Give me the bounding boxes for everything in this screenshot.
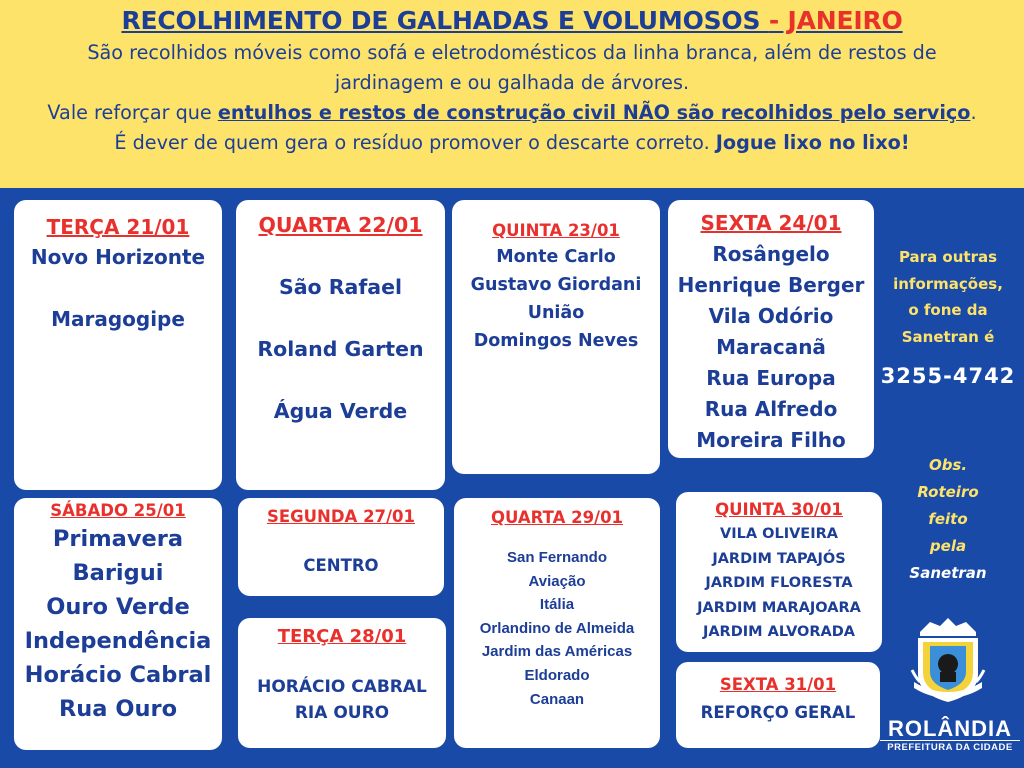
place-item: Jardim das Américas bbox=[481, 643, 633, 661]
place-item: Independência bbox=[24, 628, 212, 654]
place-item: Orlandino de Almeida bbox=[479, 619, 635, 637]
obs-line: Obs. bbox=[928, 456, 968, 474]
title-main: RECOLHIMENTO DE GALHADAS E VOLUMOSOS bbox=[121, 6, 769, 35]
warning-pre: Vale reforçar que bbox=[47, 101, 218, 124]
info-line: Para outras bbox=[898, 248, 998, 266]
place-item: HORÁCIO CABRAL bbox=[257, 677, 427, 697]
info-line: Sanetran é bbox=[901, 327, 995, 346]
place-item: Novo Horizonte bbox=[30, 245, 206, 269]
day-label: TERÇA 28/01 bbox=[277, 626, 407, 647]
place-item: Gustavo Giordani bbox=[470, 275, 642, 295]
place-item: Aviação bbox=[528, 572, 586, 590]
duty-text: É dever de quem gera o resíduo promover o descarte correto. bbox=[114, 131, 716, 154]
contact-info bbox=[878, 244, 1018, 350]
place-item: Rua Alfredo bbox=[704, 397, 838, 421]
slogan: Jogue lixo no lixo! bbox=[715, 131, 910, 154]
place-item: Maragogipe bbox=[51, 307, 185, 331]
description-line-3 bbox=[0, 98, 1024, 128]
place-item: São Rafael bbox=[278, 275, 403, 299]
page-title bbox=[0, 6, 1024, 35]
place-item: VILA OLIVEIRA bbox=[720, 526, 838, 543]
city-subtitle: PREFEITURA DA CIDADE bbox=[880, 740, 1020, 753]
info-line: o fone da bbox=[908, 301, 988, 319]
header-banner bbox=[0, 0, 1024, 188]
place-item: Ouro Verde bbox=[46, 594, 190, 620]
place-item: União bbox=[527, 303, 585, 323]
card-sexta-24-01 bbox=[668, 200, 874, 458]
place-item: Rua Ouro bbox=[58, 696, 178, 722]
place-item: Rosângelo bbox=[712, 242, 830, 266]
obs-line: pela bbox=[929, 537, 967, 555]
day-label: QUARTA 22/01 bbox=[258, 213, 423, 237]
place-item: Itália bbox=[539, 596, 575, 614]
day-label: QUINTA 30/01 bbox=[715, 500, 843, 519]
info-line: informações, bbox=[893, 274, 1003, 293]
day-label: TERÇA 21/01 bbox=[46, 215, 190, 239]
obs-line: feito bbox=[928, 510, 968, 528]
card-sabado-25-01 bbox=[14, 498, 222, 750]
warning-emphasis: entulhos e restos de construção civil NÃO são recolhidos pelo serviço bbox=[217, 101, 971, 124]
card-quarta-29-01 bbox=[454, 498, 660, 748]
obs-line: Roteiro bbox=[917, 483, 979, 501]
place-item: CENTRO bbox=[303, 556, 379, 575]
place-item: Henrique Berger bbox=[677, 273, 865, 297]
card-segunda-27-01 bbox=[238, 498, 444, 596]
card-terca-28-01 bbox=[238, 618, 446, 748]
place-item: Monte Carlo bbox=[496, 247, 616, 267]
phone-number: 3255-4742 bbox=[880, 364, 1016, 388]
title-month: - JANEIRO bbox=[768, 6, 903, 35]
place-item: Vila Odório bbox=[708, 304, 834, 328]
place-item: Moreira Filho bbox=[696, 428, 846, 452]
obs-line-sanetran: Sanetran bbox=[909, 564, 987, 582]
header-description bbox=[0, 38, 1024, 158]
place-item: San Fernando bbox=[506, 549, 607, 566]
place-item: REFORÇO GERAL bbox=[700, 703, 856, 722]
warning-post: . bbox=[970, 101, 977, 124]
place-item: Horácio Cabral bbox=[24, 662, 212, 688]
place-item: JARDIM ALVORADA bbox=[702, 624, 856, 641]
description-line-2: jardinagem e ou galhada de árvores. bbox=[334, 71, 690, 94]
card-quinta-23-01 bbox=[452, 200, 660, 474]
place-item: Rua Europa bbox=[706, 366, 836, 390]
day-label: SEGUNDA 27/01 bbox=[266, 507, 416, 526]
place-list bbox=[454, 546, 660, 711]
place-item: Domingos Neves bbox=[473, 331, 639, 351]
place-item: Maracanã bbox=[716, 335, 826, 359]
card-quarta-22-01 bbox=[236, 200, 445, 490]
day-label: QUINTA 23/01 bbox=[492, 221, 620, 240]
card-quinta-30-01 bbox=[676, 492, 882, 652]
day-label: SEXTA 24/01 bbox=[700, 211, 842, 235]
place-item: Canaan bbox=[529, 690, 585, 708]
place-item: JARDIM TAPAJÓS bbox=[712, 550, 846, 567]
place-item: Barigui bbox=[72, 560, 164, 586]
place-item: RIA OURO bbox=[294, 703, 390, 723]
place-item: Roland Garten bbox=[257, 337, 424, 361]
place-item: JARDIM MARAJOARA bbox=[697, 599, 861, 616]
city-name: ROLÂNDIA bbox=[887, 716, 1013, 741]
day-label: QUARTA 29/01 bbox=[490, 508, 624, 527]
observation-note bbox=[888, 452, 1008, 587]
description-line-1: São recolhidos móveis como sofá e eletrodomésticos da linha branca, além de restos de bbox=[87, 41, 937, 64]
city-crest-icon bbox=[910, 612, 986, 706]
card-terca-21-01 bbox=[14, 200, 222, 490]
description-line-4 bbox=[0, 128, 1024, 158]
place-item: Primavera bbox=[52, 526, 184, 552]
card-sexta-31-01 bbox=[676, 662, 880, 748]
day-label: SEXTA 31/01 bbox=[719, 675, 837, 694]
place-item: Eldorado bbox=[524, 666, 590, 684]
day-label: SÁBADO 25/01 bbox=[50, 501, 186, 520]
place-item: Água Verde bbox=[273, 399, 408, 423]
place-item: JARDIM FLORESTA bbox=[705, 575, 853, 592]
